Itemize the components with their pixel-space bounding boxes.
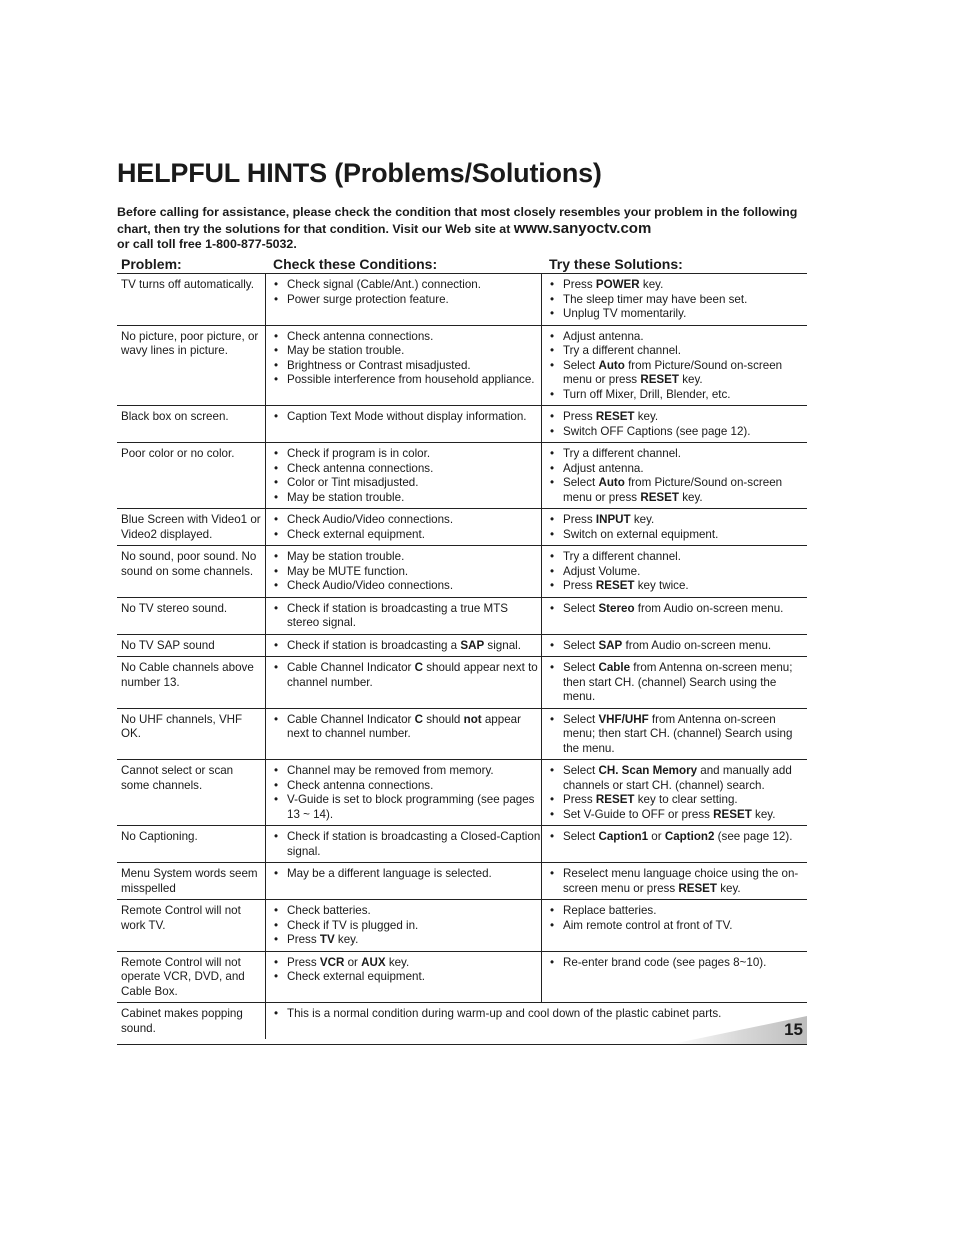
problem-cell: Cannot select or scan some channels. <box>121 764 234 792</box>
footer-rule <box>117 1044 807 1045</box>
conditions-cell <box>265 326 541 406</box>
table-row <box>117 635 807 658</box>
table-row <box>117 443 807 509</box>
bullet-item: • Adjust antenna. <box>550 330 807 345</box>
bullet-item: • Re-enter brand code (see pages 8~10). <box>550 956 807 971</box>
bullet-item: • Select VHF/UHF from Antenna on-screen menu; then start CH. (channel) Search using the menu. <box>550 713 807 757</box>
solutions-cell <box>541 546 807 597</box>
bullet-item: • Press POWER key. <box>550 278 807 293</box>
conditions-cell <box>265 406 541 442</box>
bullet-item: • Check Audio/Video connections. <box>274 579 541 594</box>
bullet-item: • Check batteries. <box>274 904 541 919</box>
conditions-header: Check these Conditions: <box>273 256 438 272</box>
bullet-item: • Check antenna connections. <box>274 462 541 477</box>
solutions-cell <box>541 326 807 406</box>
table-row <box>117 274 807 326</box>
bullet-item: • Check if station is broadcasting a Closed-Caption signal. <box>274 830 541 859</box>
bullet-item: • Check if program is in color. <box>274 447 541 462</box>
bullet-item: • Switch on external equipment. <box>550 528 807 543</box>
bullet-item: • Switch OFF Captions (see page 12). <box>550 425 807 440</box>
problem-cell: No TV stereo sound. <box>121 601 228 615</box>
bullet-item: • Check external equipment. <box>274 528 541 543</box>
bullet-item: • Check if station is broadcasting a true MTS stereo signal. <box>274 602 541 631</box>
solutions-cell <box>541 952 807 1003</box>
solutions-cell <box>541 274 807 325</box>
problem-cell: Remote Control will not work TV. <box>121 904 241 932</box>
intro-paragraph <box>117 205 807 253</box>
bullet-item: • Check Audio/Video connections. <box>274 513 541 528</box>
bullet-item: • Replace batteries. <box>550 904 807 919</box>
bullet-item: • Press TV key. <box>274 933 541 948</box>
bullet-item: • May be station trouble. <box>274 550 541 565</box>
bullet-item: • Try a different channel. <box>550 447 807 462</box>
bullet-item: • Reselect menu language choice using the on-screen menu or press RESET key. <box>550 867 807 896</box>
problem-cell: Poor color or no color. <box>121 447 235 460</box>
bullet-item: • Press RESET key to clear setting. <box>550 793 807 808</box>
solutions-header: Try these Solutions: <box>549 256 683 272</box>
conditions-cell <box>265 863 541 899</box>
table-header <box>117 255 807 274</box>
solutions-cell <box>541 443 807 508</box>
problem-cell: No TV SAP sound <box>121 638 215 652</box>
solutions-cell <box>541 598 807 634</box>
solutions-cell <box>541 657 807 708</box>
bullet-item: • Press INPUT key. <box>550 513 807 528</box>
bullet-item: • Brightness or Contrast misadjusted. <box>274 359 541 374</box>
bullet-item: • Caption Text Mode without display information. <box>274 410 541 425</box>
bullet-item: • May be a different language is selected. <box>274 867 541 882</box>
bullet-item: • Turn off Mixer, Drill, Blender, etc. <box>550 388 807 403</box>
table-row <box>117 863 807 900</box>
conditions-cell <box>265 274 541 325</box>
bullet-item: • Channel may be removed from memory. <box>274 764 541 779</box>
bullet-item: • This is a normal condition during warm-up and cool down of the plastic cabinet parts. <box>274 1007 807 1022</box>
problem-cell: No UHF channels, VHF OK. <box>121 712 243 740</box>
bullet-item: • May be station trouble. <box>274 344 541 359</box>
solutions-cell <box>541 826 807 862</box>
bullet-item: • Check if TV is plugged in. <box>274 919 541 934</box>
problem-cell: Black box on screen. <box>121 410 229 423</box>
bullet-item: • Check antenna connections. <box>274 779 541 794</box>
conditions-cell <box>265 635 541 657</box>
bullet-item: • Power surge protection feature. <box>274 293 541 308</box>
problem-cell: No picture, poor picture, or wavy lines in picture. <box>121 329 259 357</box>
conditions-cell <box>265 709 541 760</box>
table-row <box>117 657 807 709</box>
solutions-cell <box>541 509 807 545</box>
table-row <box>117 406 807 443</box>
website-link[interactable]: www.sanyoctv.com <box>513 219 652 237</box>
problem-cell: No Captioning. <box>121 830 198 843</box>
bullet-item: • Adjust antenna. <box>550 462 807 477</box>
conditions-cell <box>265 657 541 708</box>
table-row <box>117 760 807 826</box>
problem-cell: No sound, poor sound. No sound on some channels. <box>121 550 257 578</box>
conditions-cell <box>265 546 541 597</box>
hints-table <box>117 255 807 1039</box>
bullet-item: • Select SAP from Audio on-screen menu. <box>550 639 807 654</box>
toll-free-text: or call toll free 1-800-877-5032. <box>117 237 297 251</box>
bullet-item: • Check signal (Cable/Ant.) connection. <box>274 278 541 293</box>
conditions-cell <box>265 952 541 1003</box>
conditions-cell <box>265 760 541 825</box>
bullet-item: • Check external equipment. <box>274 970 541 985</box>
conditions-cell <box>265 598 541 634</box>
problem-cell: TV turns off automatically. <box>121 278 254 291</box>
table-row <box>117 952 807 1004</box>
solutions-cell <box>541 900 807 951</box>
solutions-cell <box>541 863 807 899</box>
problem-cell: Blue Screen with Video1 or Video2 displayed. <box>121 513 261 541</box>
bullet-item: • Select Auto from Picture/Sound on-screen menu or press RESET key. <box>550 359 807 388</box>
conditions-cell <box>265 443 541 508</box>
table-row <box>117 709 807 761</box>
solutions-cell <box>541 635 807 657</box>
table-row <box>117 598 807 635</box>
bullet-item: • Adjust Volume. <box>550 565 807 580</box>
table-row <box>117 546 807 598</box>
bullet-item: • Check antenna connections. <box>274 330 541 345</box>
table-row <box>117 826 807 863</box>
problem-cell: Remote Control will not operate VCR, DVD, and Cable Box. <box>121 955 245 998</box>
conditions-cell <box>265 900 541 951</box>
problem-cell: Menu System words seem misspelled <box>121 867 258 895</box>
bullet-item: • Check if station is broadcasting a SAP signal. <box>274 639 541 654</box>
bullet-item: • Try a different channel. <box>550 344 807 359</box>
intro-text: Before calling for assistance, please check the condition that most closely resembles your problem in the following chart, then try the solutions for that condition. Visit our Web site at <box>117 205 798 236</box>
bullet-item: • Try a different channel. <box>550 550 807 565</box>
bullet-item: • Set V-Guide to OFF or press RESET key. <box>550 808 807 823</box>
table-row <box>117 326 807 407</box>
bullet-item: • Press RESET key twice. <box>550 579 807 594</box>
bullet-item: • Select Stereo from Audio on-screen menu. <box>550 602 807 617</box>
bullet-item: • Cable Channel Indicator C should appear next to channel number. <box>274 661 541 690</box>
bullet-item: • V-Guide is set to block programming (see pages 13 ~ 14). <box>274 793 541 822</box>
bullet-item: • Unplug TV momentarily. <box>550 307 807 322</box>
problem-cell: No Cable channels above number 13. <box>121 661 254 689</box>
solutions-cell <box>541 406 807 442</box>
problem-cell: Cabinet makes popping sound. <box>121 1007 243 1035</box>
table-row <box>117 900 807 952</box>
page-title: HELPFUL HINTS (Problems/Solutions) <box>117 158 602 188</box>
bullet-item: • Cable Channel Indicator C should not appear next to channel number. <box>274 713 541 742</box>
table-body <box>117 274 807 1039</box>
bullet-item: • The sleep timer may have been set. <box>550 293 807 308</box>
bullet-item: • May be station trouble. <box>274 491 541 506</box>
bullet-item: • Select Cable from Antenna on-screen menu; then start CH. (channel) Search using the menu. <box>550 661 807 705</box>
solutions-cell <box>541 709 807 760</box>
bullet-item: • Select Auto from Picture/Sound on-screen menu or press RESET key. <box>550 476 807 505</box>
bullet-item: • Press RESET key. <box>550 410 807 425</box>
solutions-cell <box>541 760 807 825</box>
bullet-item: • May be MUTE function. <box>274 565 541 580</box>
bullet-item: • Aim remote control at front of TV. <box>550 919 807 934</box>
problem-header: Problem: <box>121 256 182 272</box>
conditions-cell <box>265 826 541 862</box>
bullet-item: • Possible interference from household appliance. <box>274 373 541 388</box>
bullet-item: • Color or Tint misadjusted. <box>274 476 541 491</box>
bullet-item: • Press VCR or AUX key. <box>274 956 541 971</box>
page-number: 15 <box>784 1020 803 1039</box>
table-row <box>117 1003 807 1039</box>
table-row <box>117 509 807 546</box>
bullet-item: • Select Caption1 or Caption2 (see page 12). <box>550 830 807 845</box>
conditions-cell <box>265 509 541 545</box>
bullet-item: • Select CH. Scan Memory and manually add channels or start CH. (channel) search. <box>550 764 807 793</box>
